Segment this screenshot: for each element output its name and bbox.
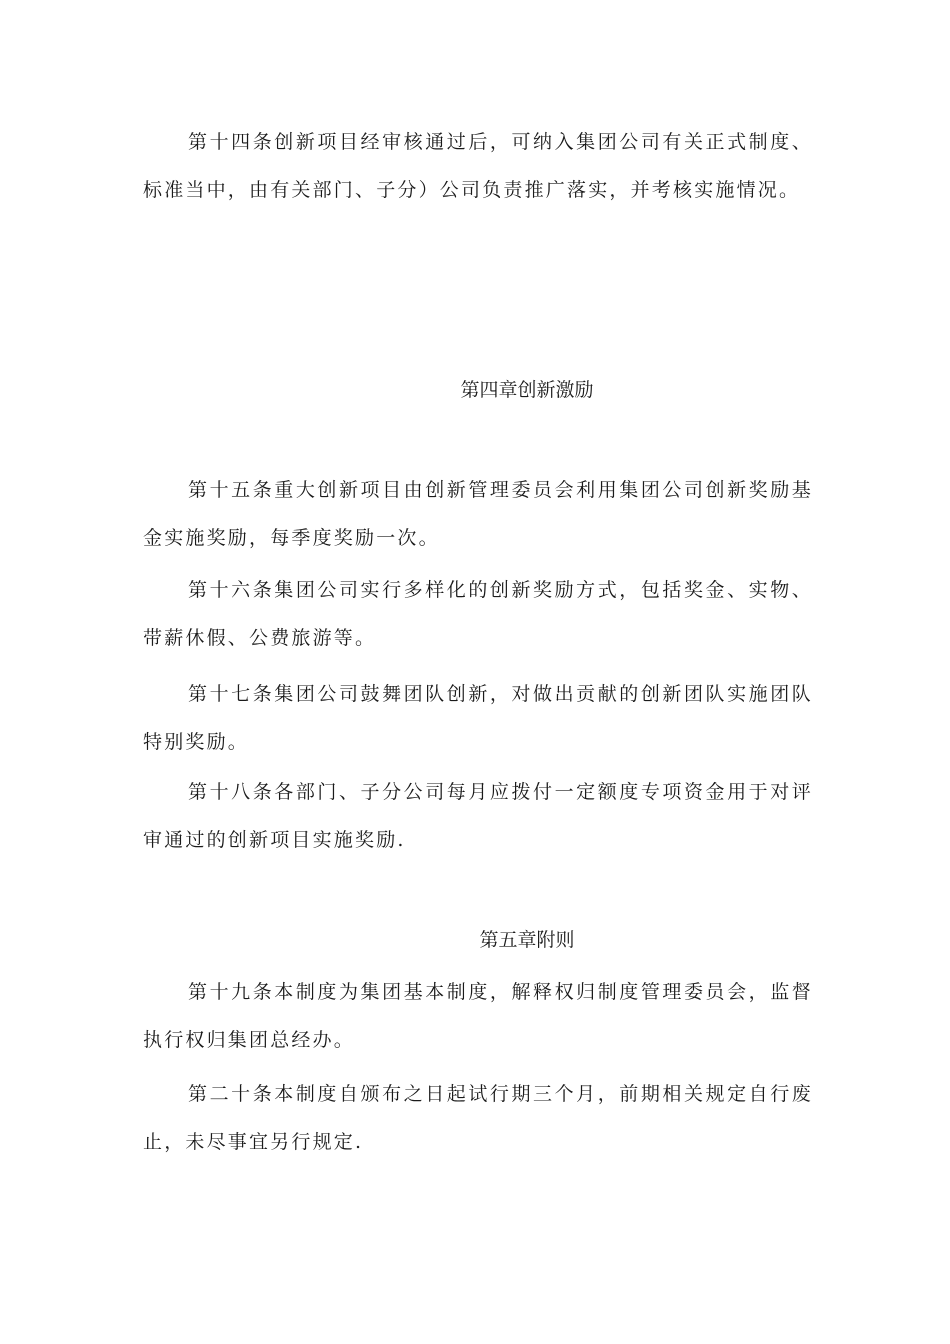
article-20: 第二十条本制度自颁布之日起试行期三个月，前期相关规定自行废止，未尽事宜另行规定. (143, 1083, 813, 1153)
article-17: 第十七条集团公司鼓舞团队创新，对做出贡献的创新团队实施团队特别奖励。 (143, 683, 813, 753)
chapter-5-heading: 第五章附则 (479, 929, 575, 951)
chapter-4-heading: 第四章创新激励 (460, 379, 594, 401)
article-19: 第十九条本制度为集团基本制度，解释权归制度管理委员会，监督执行权归集团总经办。 (143, 981, 813, 1051)
article-14: 第十四条创新项目经审核通过后，可纳入集团公司有关正式制度、标准当中，由有关部门、子分）公司负责推广落实，并考核实施情况。 (143, 131, 813, 201)
article-15: 第十五条重大创新项目由创新管理委员会利用集团公司创新奖励基金实施奖励，每季度奖励一次。 (143, 479, 813, 549)
article-16: 第十六条集团公司实行多样化的创新奖励方式，包括奖金、实物、带薪休假、公费旅游等。 (143, 579, 813, 649)
article-18: 第十八条各部门、子分公司每月应拨付一定额度专项资金用于对评审通过的创新项目实施奖励. (143, 781, 813, 851)
